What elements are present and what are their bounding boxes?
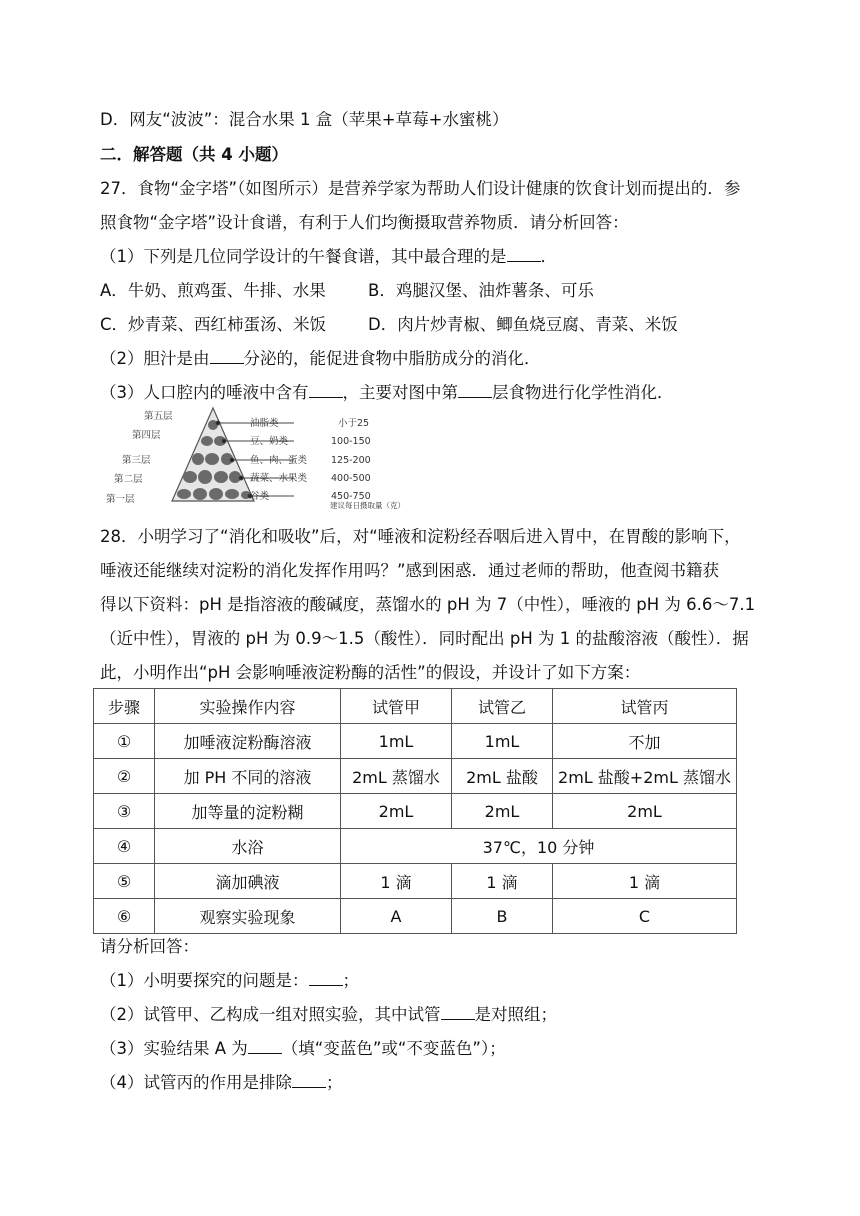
q27-option-b: B．鸡腿汉堡、油炸薯条、可乐 xyxy=(368,281,594,300)
pyramid-amount-label: 400-500 xyxy=(331,473,371,484)
table-cell: 加等量的淀粉糊 xyxy=(155,794,341,829)
q28-sub2-prefix: （2）试管甲、乙构成一组对照实验，其中试管 xyxy=(100,1005,441,1024)
q27-options-row2 xyxy=(100,313,678,337)
answer-blank xyxy=(458,381,492,398)
table-row xyxy=(94,829,737,864)
answer-blank xyxy=(210,347,244,364)
q28-sub3-suffix: （填“变蓝色”或“不变蓝色”）； xyxy=(281,1039,506,1058)
table-cell-merged: 37℃，10 分钟 xyxy=(341,829,737,864)
q27-sub3 xyxy=(100,381,674,405)
q27-sub3-suffix: 层食物进行化学性消化． xyxy=(492,383,674,402)
table-cell: 加唾液淀粉酶溶液 xyxy=(155,724,341,759)
q28-sub1-prefix: （1）小明要探究的问题是： xyxy=(100,971,309,990)
table-row xyxy=(94,864,737,899)
answer-blank xyxy=(507,245,541,262)
table-cell: 1 滴 xyxy=(341,864,452,899)
table-cell: 2mL 盐酸+2mL 蒸馏水 xyxy=(553,759,737,794)
q27-options-row1 xyxy=(100,279,594,303)
q27-sub2 xyxy=(100,347,541,371)
q27-option-a: A．牛奶、煎鸡蛋、牛排、水果 xyxy=(100,281,326,300)
answer-blank xyxy=(309,381,343,398)
q27-sub1 xyxy=(100,245,557,269)
table-cell: 1mL xyxy=(452,724,553,759)
q28-sub1-suffix: ； xyxy=(342,971,359,990)
table-cell: C xyxy=(553,899,737,934)
pyramid-food-label: 豆、奶类 xyxy=(250,436,289,447)
pyramid-layer-label: 第三层 xyxy=(122,455,151,466)
table-cell: B xyxy=(452,899,553,934)
q27-sub1-suffix: ． xyxy=(540,247,557,266)
q28-intro-line1: 28．小明学习了“消化和吸收”后，对“唾液和淀粉经吞咽后进入胃中，在胃酸的影响下， xyxy=(100,527,741,546)
table-cell: ⑤ xyxy=(94,864,155,899)
table-row xyxy=(94,899,737,934)
pyramid-amount-label: 100-150 xyxy=(331,436,371,447)
q28-sub3 xyxy=(100,1037,506,1061)
table-header-cell: 试管乙 xyxy=(452,689,553,724)
table-cell: 加 PH 不同的溶液 xyxy=(155,759,341,794)
table-header-cell: 步骤 xyxy=(94,689,155,724)
q28-sub4-prefix: （4）试管丙的作用是排除 xyxy=(100,1073,292,1092)
food-pyramid-figure xyxy=(106,405,455,510)
section-title: 二．解答题（共 4 小题） xyxy=(100,145,288,164)
pyramid-layer-label: 第五层 xyxy=(144,411,173,422)
option-d-text: D．网友“波波”：混合水果 1 盒（苹果+草莓+水蜜桃） xyxy=(100,110,509,129)
answer-blank xyxy=(248,1037,282,1054)
table-cell: ④ xyxy=(94,829,155,864)
table-cell: 1mL xyxy=(341,724,452,759)
q28-intro-line5: 此，小明作出“pH 会影响唾液淀粉酶的活性”的假设，并设计了如下方案： xyxy=(100,663,641,682)
table-row xyxy=(94,759,737,794)
q27-sub2-suffix: 分泌的，能促进食物中脂肪成分的消化． xyxy=(243,349,541,368)
table-cell: 不加 xyxy=(553,724,737,759)
table-cell: A xyxy=(341,899,452,934)
q27-sub1-prefix: （1）下列是几位同学设计的午餐食谱，其中最合理的是 xyxy=(100,247,507,266)
q27-intro-line2: 照食物“金字塔”设计食谱，有利于人们均衡摄取营养物质．请分析回答： xyxy=(100,213,629,232)
table-cell: ⑥ xyxy=(94,899,155,934)
q28-analyze: 请分析回答： xyxy=(100,937,199,956)
pyramid-layer-label: 第四层 xyxy=(132,430,161,441)
table-cell: 2mL 蒸馏水 xyxy=(341,759,452,794)
q28-sub1 xyxy=(100,969,359,993)
table-cell: 水浴 xyxy=(155,829,341,864)
q27-sub2-prefix: （2）胆汁是由 xyxy=(100,349,210,368)
pyramid-layer-label: 第二层 xyxy=(114,474,143,485)
table-header-cell: 实验操作内容 xyxy=(155,689,341,724)
table-row xyxy=(94,794,737,829)
pyramid-caption: 建议每日摄取量（克） xyxy=(330,501,405,510)
pyramid-food-label: 谷类 xyxy=(250,491,270,502)
q27-option-c: C．炒青菜、西红柿蛋汤、米饭 xyxy=(100,315,327,334)
table-cell: 2mL xyxy=(452,794,553,829)
table-cell: 1 滴 xyxy=(452,864,553,899)
q27-sub3-prefix: （3）人口腔内的唾液中含有 xyxy=(100,383,309,402)
q27-intro-line1: 27．食物“金字塔”（如图所示）是营养学家为帮助人们设计健康的饮食计划而提出的．参 xyxy=(100,179,741,198)
table-cell: 2mL xyxy=(553,794,737,829)
table-cell: 1 滴 xyxy=(553,864,737,899)
table-header-row xyxy=(94,689,737,724)
table-cell: ① xyxy=(94,724,155,759)
q28-sub2-suffix: 是对照组； xyxy=(474,1005,557,1024)
q28-sub4-suffix: ； xyxy=(326,1073,343,1092)
answer-blank xyxy=(292,1071,326,1088)
pyramid-amount-label: 125-200 xyxy=(331,455,371,466)
answer-blank xyxy=(441,1003,475,1020)
answer-blank xyxy=(309,969,343,986)
pyramid-food-label: 油脂类 xyxy=(250,418,279,429)
q28-intro-line2: 唾液还能继续对淀粉的消化发挥作用吗？”感到困惑．通过老师的帮助，他查阅书籍获 xyxy=(100,561,720,580)
pyramid-food-label: 蔬菜、水果类 xyxy=(250,473,308,484)
experiment-table xyxy=(93,688,737,934)
table-cell: ③ xyxy=(94,794,155,829)
table-header-cell: 试管丙 xyxy=(553,689,737,724)
table-cell: 滴加碘液 xyxy=(155,864,341,899)
q28-intro-line3: 得以下资料：pH 是指溶液的酸碱度，蒸馏水的 pH 为 7（中性），唾液的 pH 为 6.6～7.1 xyxy=(100,595,756,614)
pyramid-layer-label: 第一层 xyxy=(106,494,135,505)
table-cell: 2mL xyxy=(341,794,452,829)
q27-option-d: D．肉片炒青椒、鲫鱼烧豆腐、青菜、米饭 xyxy=(368,315,678,334)
table-cell: ② xyxy=(94,759,155,794)
q28-sub3-prefix: （3）实验结果 A 为 xyxy=(100,1039,248,1058)
table-row xyxy=(94,724,737,759)
q28-sub2 xyxy=(100,1003,557,1027)
pyramid-food-label: 鱼、肉、蛋类 xyxy=(250,455,308,466)
q28-intro-line4: （近中性），胃液的 pH 为 0.9～1.5（酸性）．同时配出 pH 为 1 的盐酸溶液（酸性）．据 xyxy=(100,629,749,648)
pyramid-amount-label: 小于25 xyxy=(338,418,370,429)
q28-sub4 xyxy=(100,1071,343,1095)
table-cell: 观察实验现象 xyxy=(155,899,341,934)
table-cell: 2mL 盐酸 xyxy=(452,759,553,794)
table-header-cell: 试管甲 xyxy=(341,689,452,724)
q27-sub3-mid: ，主要对图中第 xyxy=(342,383,458,402)
pyramid-amount-label: 450-750 xyxy=(331,491,371,502)
